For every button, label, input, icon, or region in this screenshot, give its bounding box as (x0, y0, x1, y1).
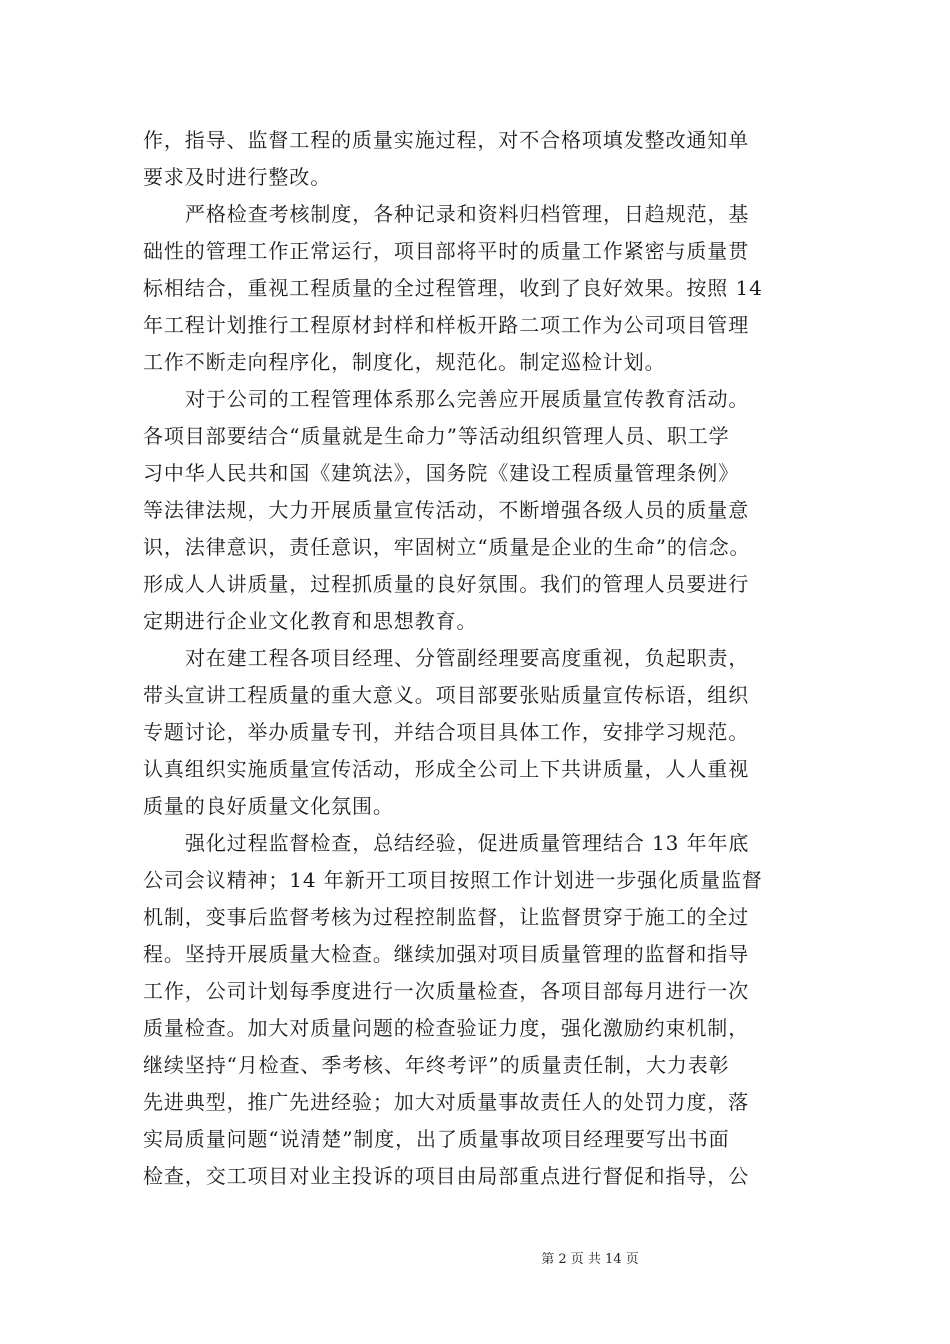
text-line: 机制，变事后监督考核为过程控制监督，让监督贯穿于施工的全过 (143, 905, 750, 929)
text-line: 各项目部要结合“质量就是生命力”等活动组织管理人员、职工学 (143, 424, 730, 448)
text-line: 础性的管理工作正常运行，项目部将平时的质量工作紧密与质量贯 (143, 239, 750, 263)
text-line: 工作不断走向程序化，制度化，规范化。制定巡检计划。 (143, 350, 666, 374)
text-line: 强化过程监督检查，总结经验，促进质量管理结合 13 年年底 (185, 831, 750, 855)
page-footer (0, 1248, 950, 1267)
text-line: 实局质量问题“说清楚”制度，出了质量事故项目经理要写出书面 (143, 1127, 730, 1151)
text-line: 质量的良好质量文化氛围。 (143, 794, 394, 818)
paragraph (143, 825, 811, 1195)
text-line: 作，指导、监督工程的质量实施过程，对不合格项填发整改通知单 (143, 128, 750, 152)
text-line: 专题讨论，举办质量专刊，并结合项目具体工作，安排学习规范。 (143, 720, 750, 744)
text-line: 标相结合，重视工程质量的全过程管理，收到了良好效果。按照 14 (143, 276, 763, 300)
text-line: 先进典型，推广先进经验；加大对质量事故责任人的处罚力度，落 (143, 1090, 750, 1114)
text-line: 对在建工程各项目经理、分管副经理要高度重视，负起职责， (185, 646, 750, 670)
text-line: 程。坚持开展质量大检查。继续加强对项目质量管理的监督和指导 (143, 942, 750, 966)
text-line: 认真组织实施质量宣传活动，形成全公司上下共讲质量，人人重视 (143, 757, 750, 781)
text-line: 对于公司的工程管理体系那么完善应开展质量宣传教育活动。 (185, 387, 750, 411)
text-line: 习中华人民共和国《建筑法》，国务院《建设工程质量管理条例》 (143, 461, 740, 485)
text-line: 公司会议精神；14 年新开工项目按照工作计划进一步强化质量监督 (143, 868, 763, 892)
text-line: 定期进行企业文化教育和思想教育。 (143, 609, 478, 633)
page-number: 第 2 页 共 14 页 (541, 1252, 639, 1267)
text-line: 要求及时进行整改。 (143, 165, 332, 189)
text-line: 继续坚持“月检查、季考核、年终考评”的质量责任制，大力表彰 (143, 1053, 730, 1077)
text-line: 识，法律意识，责任意识，牢固树立“质量是企业的生命”的信念。 (143, 535, 751, 559)
paragraph (143, 640, 811, 825)
text-line: 严格检查考核制度，各种记录和资料归档管理，日趋规范，基 (185, 202, 750, 226)
paragraph (143, 381, 811, 640)
text-line: 形成人人讲质量，过程抓质量的良好氛围。我们的管理人员要进行 (143, 572, 750, 596)
text-line: 等法律法规，大力开展质量宣传活动，不断增强各级人员的质量意 (143, 498, 750, 522)
text-line: 年工程计划推行工程原材封样和样板开路二项工作为公司项目管理 (143, 313, 750, 337)
text-line: 检查，交工项目对业主投诉的项目由局部重点进行督促和指导，公 (143, 1164, 750, 1188)
document-body (143, 122, 811, 1195)
text-line: 质量检查。加大对质量问题的检查验证力度，强化激励约束机制， (143, 1016, 750, 1040)
text-line: 工作，公司计划每季度进行一次质量检查，各项目部每月进行一次 (143, 979, 750, 1003)
paragraph (143, 196, 811, 381)
paragraph (143, 122, 811, 196)
text-line: 带头宣讲工程质量的重大意义。项目部要张贴质量宣传标语，组织 (143, 683, 750, 707)
